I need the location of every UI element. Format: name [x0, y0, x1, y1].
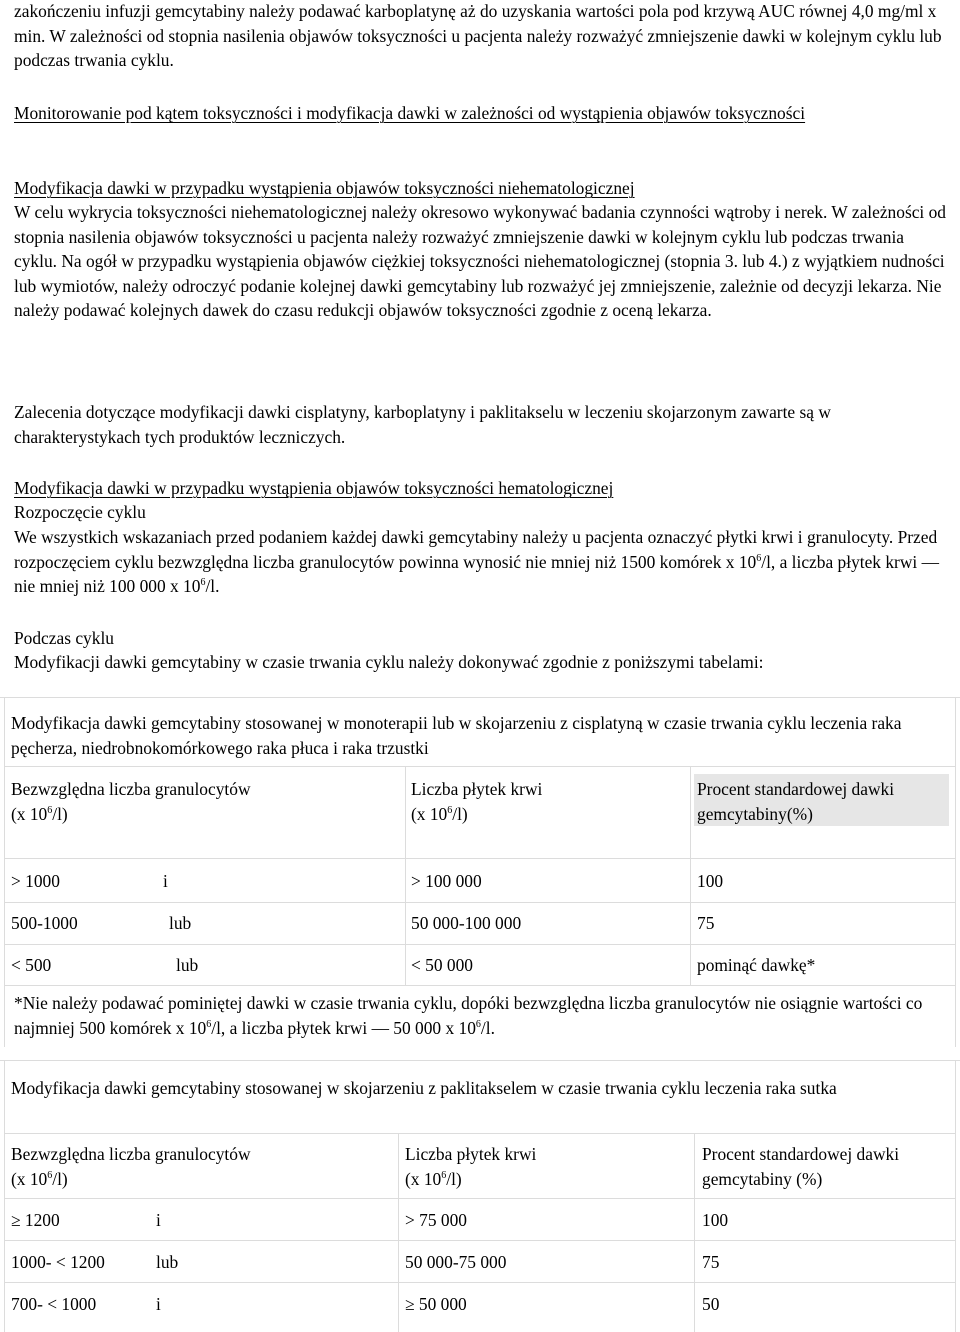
table2-header-granulocytes: Bezwzględna liczba granulocytów (x $10^6/l$)	[11, 1144, 251, 1189]
table2-cell-platelets: 50 000-75 000	[405, 1252, 507, 1272]
table2-caption-divider	[4, 1133, 956, 1134]
table1-row1-divider	[4, 902, 956, 903]
table1-caption-divider	[4, 766, 956, 767]
table1-cell-conjunction: lub	[176, 955, 199, 975]
table2-row1-divider	[4, 1240, 956, 1241]
table2-caption: Modyfikacja dawki gemcytabiny stosowanej w skojarzeniu z paklitakselem w czasie trwania cyklu leczenia raka sutka	[11, 1078, 837, 1098]
table2-cell-conjunction: i	[156, 1294, 161, 1314]
table2-header-platelets: Liczba płytek krwi (x $10^6/l$)	[405, 1144, 537, 1189]
table1-cell-conjunction: i	[163, 871, 168, 891]
table1-cell-percent: 75	[697, 913, 715, 933]
table2-border-top	[0, 1060, 960, 1061]
table1-row3-divider	[4, 985, 956, 986]
table1-border-top	[0, 697, 960, 698]
cycle-start-label: Rozpoczęcie cyklu	[14, 502, 146, 522]
table2-border-left	[4, 1060, 5, 1332]
during-cycle-text: Modyfikacji dawki gemcytabiny w czasie trwania cyklu należy dokonywać zgodnie z poniższymi tabelami:	[14, 652, 764, 672]
table2-border-right	[955, 1060, 956, 1332]
table2-cell-percent: 100	[702, 1210, 729, 1230]
intro-paragraph: zakończeniu infuzji gemcytabiny należy podawać karboplatynę aż do uzyskania wartości pola pod krzywą AUC równej 4,0 mg/ml x min. W zależności od stopnia nasilenia objawów toksyczności u pacjenta należy rozważyć zmniejszenie dawki w kolejnym cyklu lub podczas trwania cyklu.	[14, 1, 942, 70]
table1-cell-platelets: < 50 000	[411, 955, 473, 975]
table1-footnote: *Nie należy podawać pominiętej dawki w czasie trwania cyklu, dopóki bezwzględna liczba granulocytów nie osiągnie wartości co najmniej 500 komórek x $10^6/l$, a liczba płytek krwi — 50 000 x $10^6/l$.	[14, 993, 923, 1038]
during-cycle-label: Podczas cyklu	[14, 628, 114, 648]
recommendations-text: Zalecenia dotyczące modyfikacji dawki cisplatyny, karboplatyny i paklitakselu w leczeniu skojarzonym zawarte są w charakterystykach tych produktów leczniczych.	[14, 402, 831, 447]
nonhematologic-heading: Modyfikacja dawki w przypadku wystąpienia objawów toksyczności niehematologicznej	[14, 178, 635, 198]
table1-cell-platelets: 50 000-100 000	[411, 913, 522, 933]
table2-cell-granulocytes: 700- < 1000	[11, 1294, 97, 1314]
table2-cell-platelets: > 75 000	[405, 1210, 467, 1230]
table2-col-divider-2	[694, 1133, 695, 1332]
table1-row2-divider	[4, 944, 956, 945]
table2-cell-percent: 50	[702, 1294, 720, 1314]
table2-cell-granulocytes: 1000- < 1200	[11, 1252, 105, 1272]
table2-col-divider-1	[398, 1133, 399, 1332]
table1-header-granulocytes: Bezwzględna liczba granulocytów (x $10^6/l$)	[11, 779, 251, 824]
table1-col-divider-1	[405, 766, 406, 985]
table1-cell-granulocytes: > 1000	[11, 871, 60, 891]
nonhematologic-body: W celu wykrycia toksyczności niehematologicznej należy okresowo wykonywać badania czynności wątroby i nerek. W zależności od stopnia nasilenia objawów toksyczności u pacjenta należy rozważyć zmniejszenie dawki w kolejnym cyklu lub podczas trwania cyklu. Na ogół w przypadku wystąpienia objawów ciężkiej toksyczności niehematologicznej (stopnia 3. lub 4.) z wyjątkiem nudności lub wymiotów, należy odroczyć podanie kolejnej dawki gemcytabiny lub rozważyć jej zmniejszenie, zależnie od decyzji lekarza. Nie należy podawać kolejnych dawek do czasu redukcji objawów toksyczności zgodnie z oceną lekarza.	[14, 202, 947, 320]
table2-cell-conjunction: lub	[156, 1252, 179, 1272]
table1-caption: Modyfikacja dawki gemcytabiny stosowanej w monoterapii lub w skojarzeniu z cisplatyną w czasie trwania cyklu leczenia raka pęcherza, niedrobnokomórkowego raka płuca i raka trzustki	[11, 713, 902, 758]
table2-header-divider	[4, 1198, 956, 1199]
table2-cell-percent: 75	[702, 1252, 720, 1272]
table1-col-divider-2	[690, 766, 691, 985]
table1-cell-conjunction: lub	[169, 913, 192, 933]
table2-header-percent: Procent standardowej dawki gemcytabiny (%)	[702, 1144, 900, 1189]
table1-header-divider	[4, 858, 956, 859]
table1-header-platelets: Liczba płytek krwi (x $10^6/l$)	[411, 779, 543, 824]
table1-border-right	[955, 697, 956, 1047]
table1-cell-percent: pominąć dawkę*	[697, 955, 816, 975]
table1-cell-percent: 100	[697, 871, 724, 891]
table2-cell-platelets: ≥ 50 000	[405, 1294, 467, 1314]
table1-cell-platelets: > 100 000	[411, 871, 482, 891]
table1-border-left	[4, 697, 5, 1047]
cycle-start-text: We wszystkich wskazaniach przed podaniem każdej dawki gemcytabiny należy u pacjenta oznaczyć płytki krwi i granulocyty. Przed rozpoczęciem cyklu bezwzględna liczba granulocytów powinna wynosić nie mniej niż 1500 komórek x $10^6/l$, a liczba płytek krwi — nie mniej niż 100 000 x $10^6/l$.	[14, 527, 939, 596]
table1-cell-granulocytes: 500-1000	[11, 913, 78, 933]
hematologic-heading: Modyfikacja dawki w przypadku wystąpienia objawów toksyczności hematologicznej	[14, 478, 614, 498]
table2-cell-conjunction: i	[156, 1210, 161, 1230]
table1-header-percent: Procent standardowej dawki gemcytabiny(%)	[697, 779, 895, 824]
table1-cell-granulocytes: < 500	[11, 955, 52, 975]
monitoring-heading: Monitorowanie pod kątem toksyczności i modyfikacja dawki w zależności od wystąpienia objawów toksyczności	[14, 103, 806, 123]
table2-cell-granulocytes: ≥ 1200	[11, 1210, 60, 1230]
table2-row2-divider	[4, 1282, 956, 1283]
